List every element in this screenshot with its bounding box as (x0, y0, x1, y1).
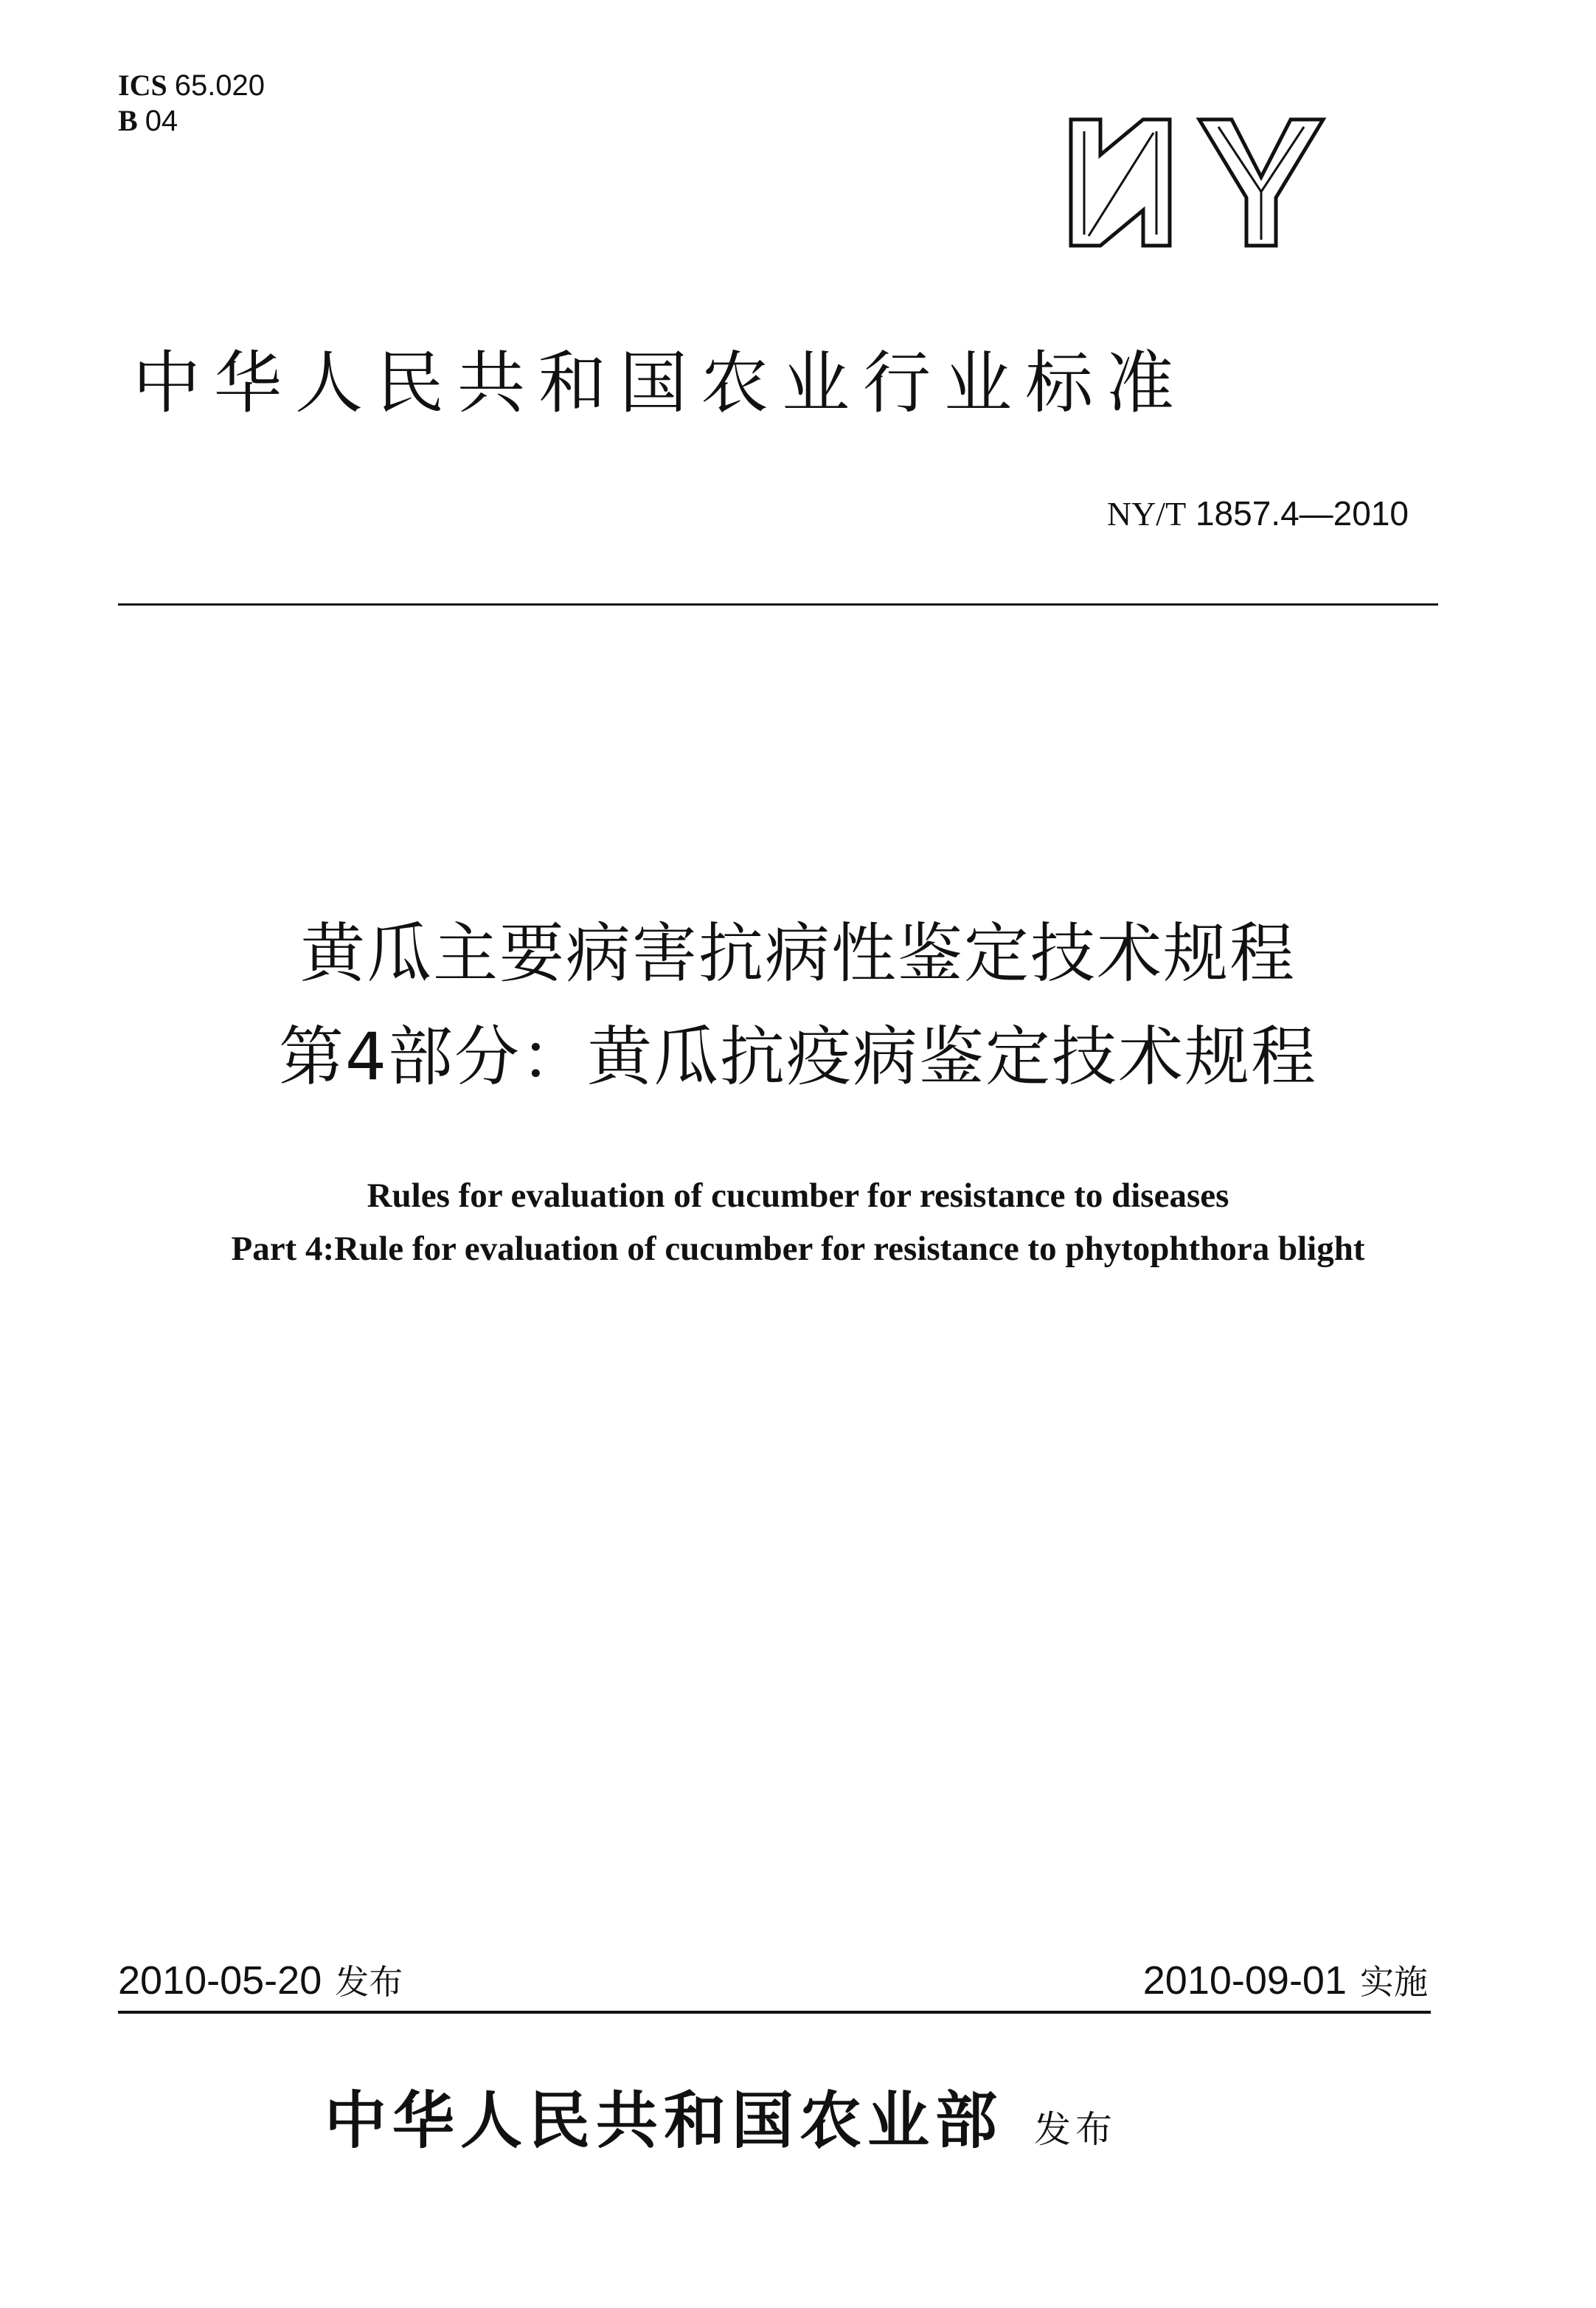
issuing-authority (325, 2080, 1117, 2170)
standard-number (1107, 493, 1409, 535)
standard-category-title: 中华人民共和国农业行业标准 (133, 344, 1188, 423)
implementation-date (1143, 1956, 1428, 2006)
ics-label: ICS (118, 69, 167, 102)
ccs-label: B (118, 104, 138, 137)
header-divider (118, 603, 1438, 606)
cn-title-line-1: 黄瓜主要病害抗病性鉴定技术规程 (299, 915, 1296, 991)
cn-title-line-2: 第4部分：黄瓜抗疫病鉴定技术规程 (279, 1019, 1317, 1095)
issuer-suffix: 发布 (1034, 2108, 1117, 2151)
implementation-date-value: 2010-09-01 (1142, 1958, 1347, 2003)
issue-date-value: 2010-05-20 (118, 1958, 322, 2003)
en-title-line-2: Part 4:Rule for evaluation of cucumber for resistance to phytophthora blight (231, 1230, 1365, 1268)
ccs-number: 04 (145, 105, 178, 137)
ny-logo (1055, 111, 1342, 254)
issue-date-label: 发布 (335, 1962, 403, 2002)
en-title-line-1: Rules for evaluation of cucumber for resistance to diseases (367, 1176, 1229, 1215)
ccs-code (118, 103, 265, 139)
implementation-date-label: 实施 (1360, 1962, 1428, 2002)
standard-number-value: 1857.4—2010 (1195, 494, 1409, 533)
standard-prefix: NY/T (1106, 495, 1187, 533)
issuer-name: 中华人民共和国农业部 (325, 2084, 1004, 2157)
ics-code (118, 68, 265, 103)
svg-text:NY: NY (1198, 251, 1200, 252)
classification-codes (118, 68, 265, 139)
footer-divider (118, 2011, 1431, 2014)
issue-date (118, 1956, 403, 2006)
ics-number: 65.020 (174, 69, 266, 102)
